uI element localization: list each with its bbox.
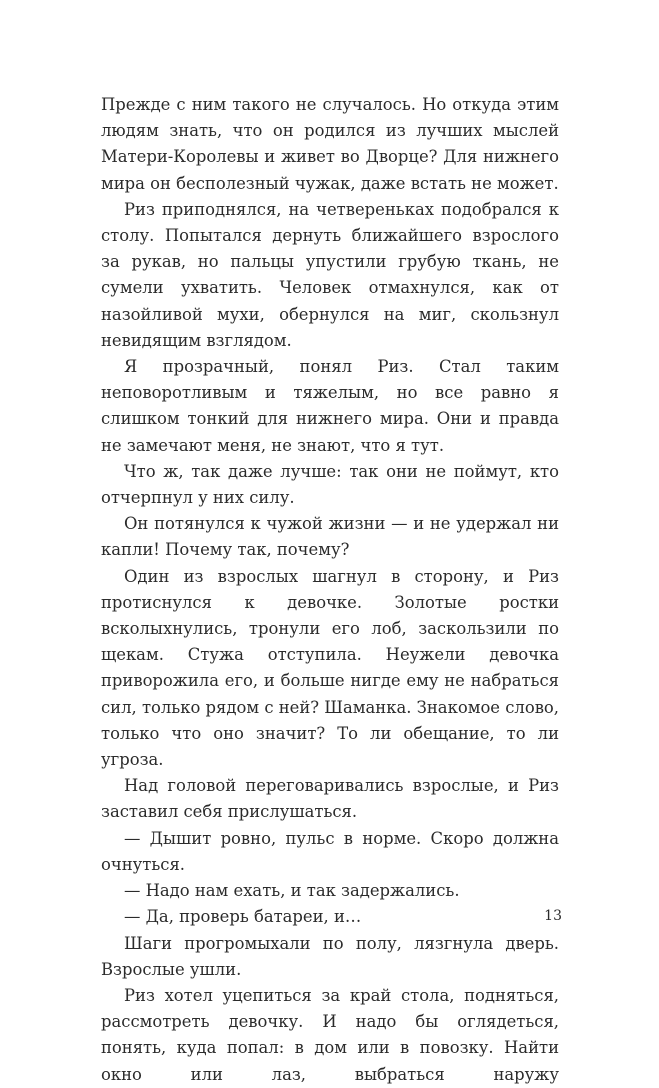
- dialogue-line-3: — Да, проверь батареи, и…: [124, 907, 362, 927]
- paragraph-3: Я прозрачный, понял Риз. Стал таким неповоротливым и тяжелым, но все равно я слишком тонкий для нижнего мира. Они и правда не замечают меня, не знают, что я тут.: [101, 357, 559, 455]
- dialogue-line-1: — Дышит ровно, пульс в норме. Скоро должна очнуться.: [101, 828, 559, 874]
- paragraph-7: Над головой переговаривались взрослые, и Риз заставил себя прислушаться.: [101, 776, 559, 822]
- paragraph-8: Шаги прогромыхали по полу, лязгнула дверь. Взрослые ушли.: [101, 933, 559, 979]
- paragraph-6: Один из взрослых шагнул в сторону, и Риз протиснулся к девочке. Золотые ростки всколыхнулись, тронули его лоб, заскользили по щекам. Стужа отступила. Неужели девочка приворожила его, и больше нигде ему не набраться сил, только рядом с ней? Шаманка. Знакомое слово, только что оно значит? То ли обещание, то ли угроза.: [101, 566, 559, 770]
- body-text: [101, 92, 559, 1088]
- page-number: 13: [544, 908, 562, 924]
- paragraph-2: Риз приподнялся, на четвереньках подобрался к столу. Попытался дернуть ближайшего взрослого за рукав, но пальцы упустили грубую ткань, не сумели ухватить. Человек отмахнулся, как от назойливой мухи, обернулся на миг, скользнул невидящим взглядом.: [101, 199, 559, 350]
- paragraph-4: Что ж, так даже лучше: так они не поймут, кто отчерпнул у них силу.: [101, 461, 559, 508]
- dialogue-line-2: — Надо нам ехать, и так задержались.: [124, 881, 460, 901]
- paragraph-1: Прежде с ним такого не случалось. Но откуда этим людям знать, что он родился из лучших мыслей Матери-Королевы и живет во Дворце? Для нижнего мира он бесполезный чужак, даже встать не может.: [101, 95, 559, 193]
- paragraph-5: Он потянулся к чужой жизни — и не удержал ни капли! Почему так, почему?: [101, 514, 559, 560]
- paragraph-9: Риз хотел уцепиться за край стола, подняться, рассмотреть девочку. И надо бы оглядеться, понять, куда попал: в дом или в повозку. Найти окно или лаз, выбраться наружу: [101, 985, 559, 1084]
